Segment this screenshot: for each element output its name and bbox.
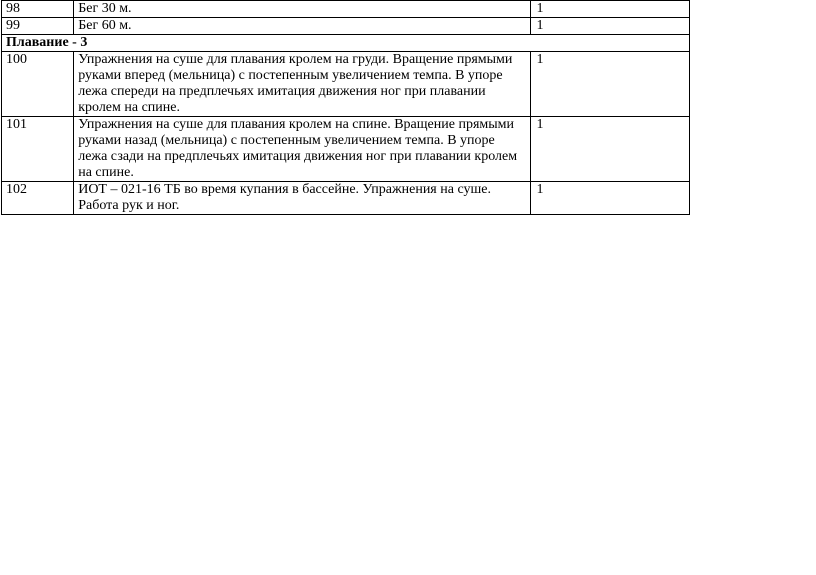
lesson-number: 102: [2, 182, 74, 215]
lesson-description: Упражнения на суше для плавания кролем на спине. Вращение прямыми руками назад (мельница) с постепенным увеличением темпа. В упоре лежа сзади на предплечьях имитация движения ног при плавании кролем на спине.: [74, 117, 530, 182]
lesson-description: Бег 60 м.: [74, 18, 530, 35]
lesson-number: 98: [2, 1, 74, 18]
lesson-hours: [530, 117, 689, 182]
lesson-hours: [530, 1, 689, 18]
table-row: [2, 1, 690, 18]
lesson-hours-value: 1: [536, 1, 544, 16]
section-title: Плавание - 3: [2, 35, 690, 52]
lesson-hours: [530, 18, 689, 35]
lesson-hours: [530, 52, 689, 117]
lesson-hours-value: 1: [536, 52, 544, 67]
table-row: [2, 182, 690, 215]
lesson-description: ИОТ – 021-16 ТБ во время купания в бассейне. Упражнения на суше. Работа рук и ног.: [74, 182, 530, 215]
lesson-description: Упражнения на суше для плавания кролем на груди. Вращение прямыми руками вперед (мельница) с постепенным увеличением темпа. В упоре лежа спереди на предплечьях имитация движения ног при плавании кролем на спине.: [74, 52, 530, 117]
lesson-hours-value: 1: [536, 182, 544, 197]
lesson-number: 100: [2, 52, 74, 117]
lesson-hours-value: 1: [536, 18, 544, 33]
table-row: [2, 18, 690, 35]
lesson-number: 99: [2, 18, 74, 35]
lesson-plan-table: [1, 0, 690, 215]
table-row: [2, 117, 690, 182]
section-header-row: [2, 35, 690, 52]
lesson-number: 101: [2, 117, 74, 182]
lesson-hours-value: 1: [536, 117, 544, 132]
table-row: [2, 52, 690, 117]
lesson-hours: [530, 182, 689, 215]
lesson-description: Бег 30 м.: [74, 1, 530, 18]
